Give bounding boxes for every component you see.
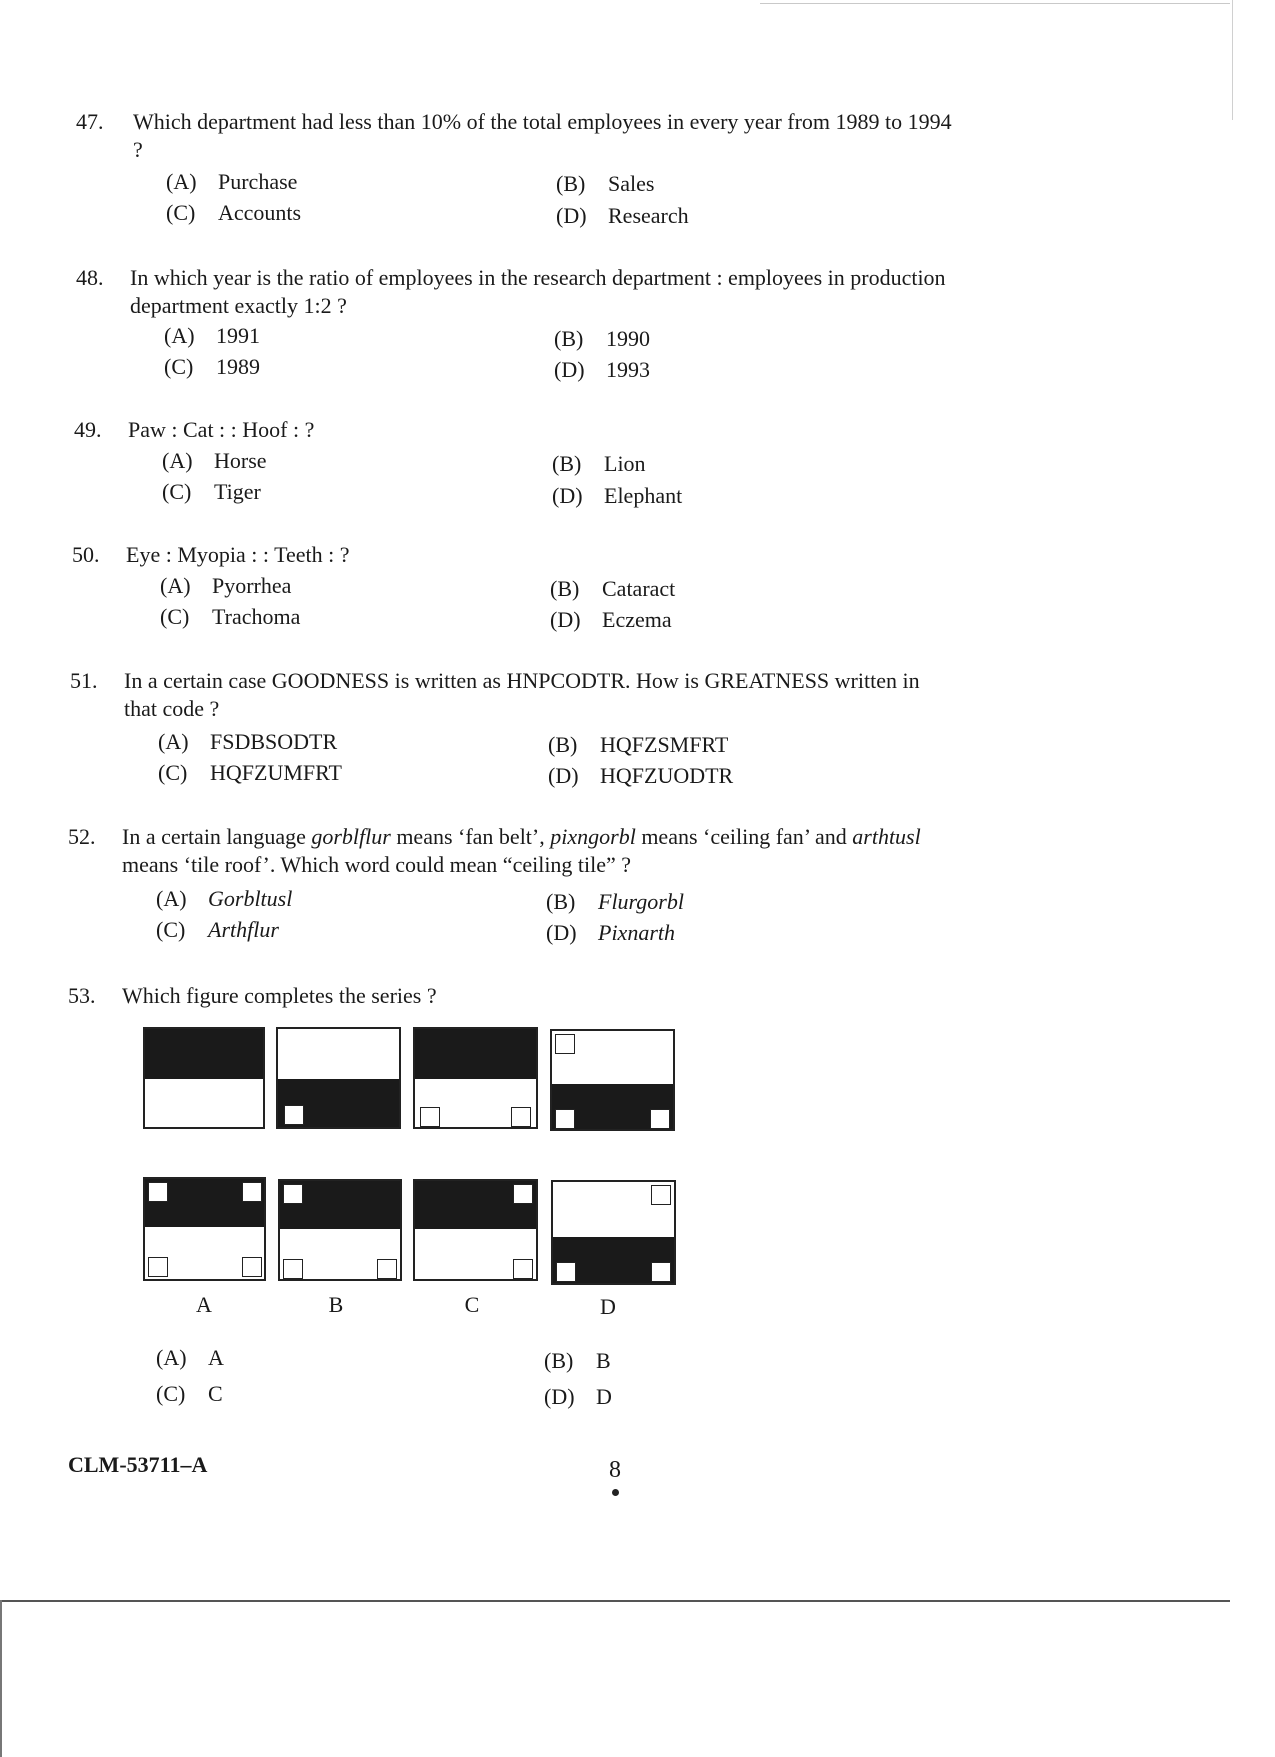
option-b[interactable]: (B) 1990 (554, 326, 650, 351)
question-number: 47. (76, 109, 104, 134)
option-b[interactable]: (B) Flurgorbl (546, 889, 684, 914)
page-edge (0, 1600, 2, 1757)
question-53 (68, 982, 948, 1012)
option-c[interactable]: (C) HQFZUMFRT (158, 760, 342, 785)
answer-figure-b[interactable] (278, 1179, 402, 1281)
small-square (511, 1107, 531, 1127)
page-edge (0, 1600, 1230, 1602)
small-square (420, 1107, 440, 1127)
option-a[interactable]: (A) Gorbltusl (156, 886, 293, 911)
option-b[interactable]: (B) Lion (552, 451, 646, 476)
option-d[interactable]: (D) HQFZUODTR (548, 763, 734, 788)
option-b[interactable]: (B) B (544, 1348, 611, 1373)
paper-code: CLM-53711–A (68, 1452, 208, 1477)
question-number: 52. (68, 824, 96, 849)
small-square (242, 1182, 262, 1202)
option-a[interactable]: (A) Horse (162, 448, 267, 473)
option-a[interactable]: (A) FSDBSODTR (158, 729, 338, 754)
question-text: In which year is the ratio of employees in the research department : employees in production department exactly 1:2 ? (130, 265, 946, 318)
small-square (283, 1184, 303, 1204)
figure-label-b: B (328, 1292, 344, 1317)
code-word: pixngorbl (550, 824, 636, 849)
option-a[interactable]: (A) Pyorrhea (160, 573, 292, 598)
question-text: Which figure completes the series ? (122, 983, 437, 1008)
small-square (242, 1257, 262, 1277)
small-square (148, 1257, 168, 1277)
option-d[interactable]: (D) D (544, 1384, 612, 1409)
option-c[interactable]: (C) Arthflur (156, 917, 279, 942)
question-50 (72, 541, 952, 571)
question-51 (70, 667, 950, 727)
question-47 (76, 108, 956, 168)
option-a[interactable]: (A) 1991 (164, 323, 260, 348)
code-word: arthtusl (852, 824, 921, 849)
option-a[interactable]: (A) Purchase (166, 169, 298, 194)
small-square (148, 1182, 168, 1202)
question-48 (76, 264, 956, 324)
option-c[interactable]: (C) Accounts (166, 200, 302, 225)
series-figure-4 (550, 1029, 675, 1131)
option-d[interactable]: (D) Pixnarth (546, 920, 675, 945)
answer-figure-d[interactable] (551, 1180, 676, 1285)
question-number: 53. (68, 983, 96, 1008)
option-d[interactable]: (D) Eczema (550, 607, 672, 632)
option-b[interactable]: (B) Sales (556, 171, 655, 196)
small-square (555, 1109, 575, 1129)
series-figure-1 (143, 1027, 265, 1129)
option-c[interactable]: (C) Trachoma (160, 604, 301, 629)
question-text: Which department had less than 10% of the total employees in every year from 1989 to 1994 ? (133, 109, 952, 162)
small-square (556, 1262, 576, 1282)
option-c[interactable]: (C) Tiger (162, 479, 261, 504)
small-square (555, 1034, 575, 1054)
question-text: Eye : Myopia : : Teeth : ? (126, 542, 350, 567)
option-c[interactable]: (C) 1989 (164, 354, 260, 379)
option-b[interactable]: (B) Cataract (550, 576, 676, 601)
answer-figure-c[interactable] (413, 1179, 538, 1281)
option-c[interactable]: (C) C (156, 1381, 223, 1406)
question-text: In a certain language gorblflur means ‘fan belt’, pixngorbl means ‘ceiling fan’ and arthtusl means ‘tile roof’. Which word could mean “ceiling tile” ? (122, 824, 921, 877)
option-d[interactable]: (D) 1993 (554, 357, 650, 382)
question-number: 48. (76, 265, 104, 290)
question-49 (74, 416, 954, 446)
small-square (651, 1185, 671, 1205)
series-figure-3 (413, 1027, 538, 1129)
question-text: Paw : Cat : : Hoof : ? (128, 417, 315, 442)
figure-label-a: A (196, 1292, 212, 1317)
option-a[interactable]: (A) A (156, 1345, 224, 1370)
code-word: gorblflur (311, 824, 391, 849)
question-text: In a certain case GOODNESS is written as HNPCODTR. How is GREATNESS written in that code ? (124, 668, 920, 721)
page-dot (612, 1489, 619, 1496)
small-square (513, 1259, 533, 1279)
small-square (513, 1184, 533, 1204)
option-d[interactable]: (D) Elephant (552, 483, 683, 508)
small-square (283, 1259, 303, 1279)
answer-figure-a[interactable] (143, 1177, 266, 1281)
small-square (377, 1259, 397, 1279)
small-square (284, 1105, 304, 1125)
black-bar (415, 1029, 536, 1079)
question-number: 50. (72, 542, 100, 567)
series-figure-2 (276, 1027, 401, 1129)
option-b[interactable]: (B) HQFZSMFRT (548, 732, 729, 757)
question-52 (68, 823, 948, 883)
figure-label-c: C (464, 1292, 480, 1317)
page-edge (1232, 0, 1233, 120)
option-d[interactable]: (D) Research (556, 203, 689, 228)
small-square (650, 1109, 670, 1129)
page-number: 8 (609, 1457, 621, 1483)
black-bar (145, 1029, 263, 1079)
page-edge (760, 3, 1230, 4)
question-number: 51. (70, 668, 98, 693)
small-square (651, 1262, 671, 1282)
figure-label-d: D (600, 1294, 616, 1319)
question-number: 49. (74, 417, 102, 442)
